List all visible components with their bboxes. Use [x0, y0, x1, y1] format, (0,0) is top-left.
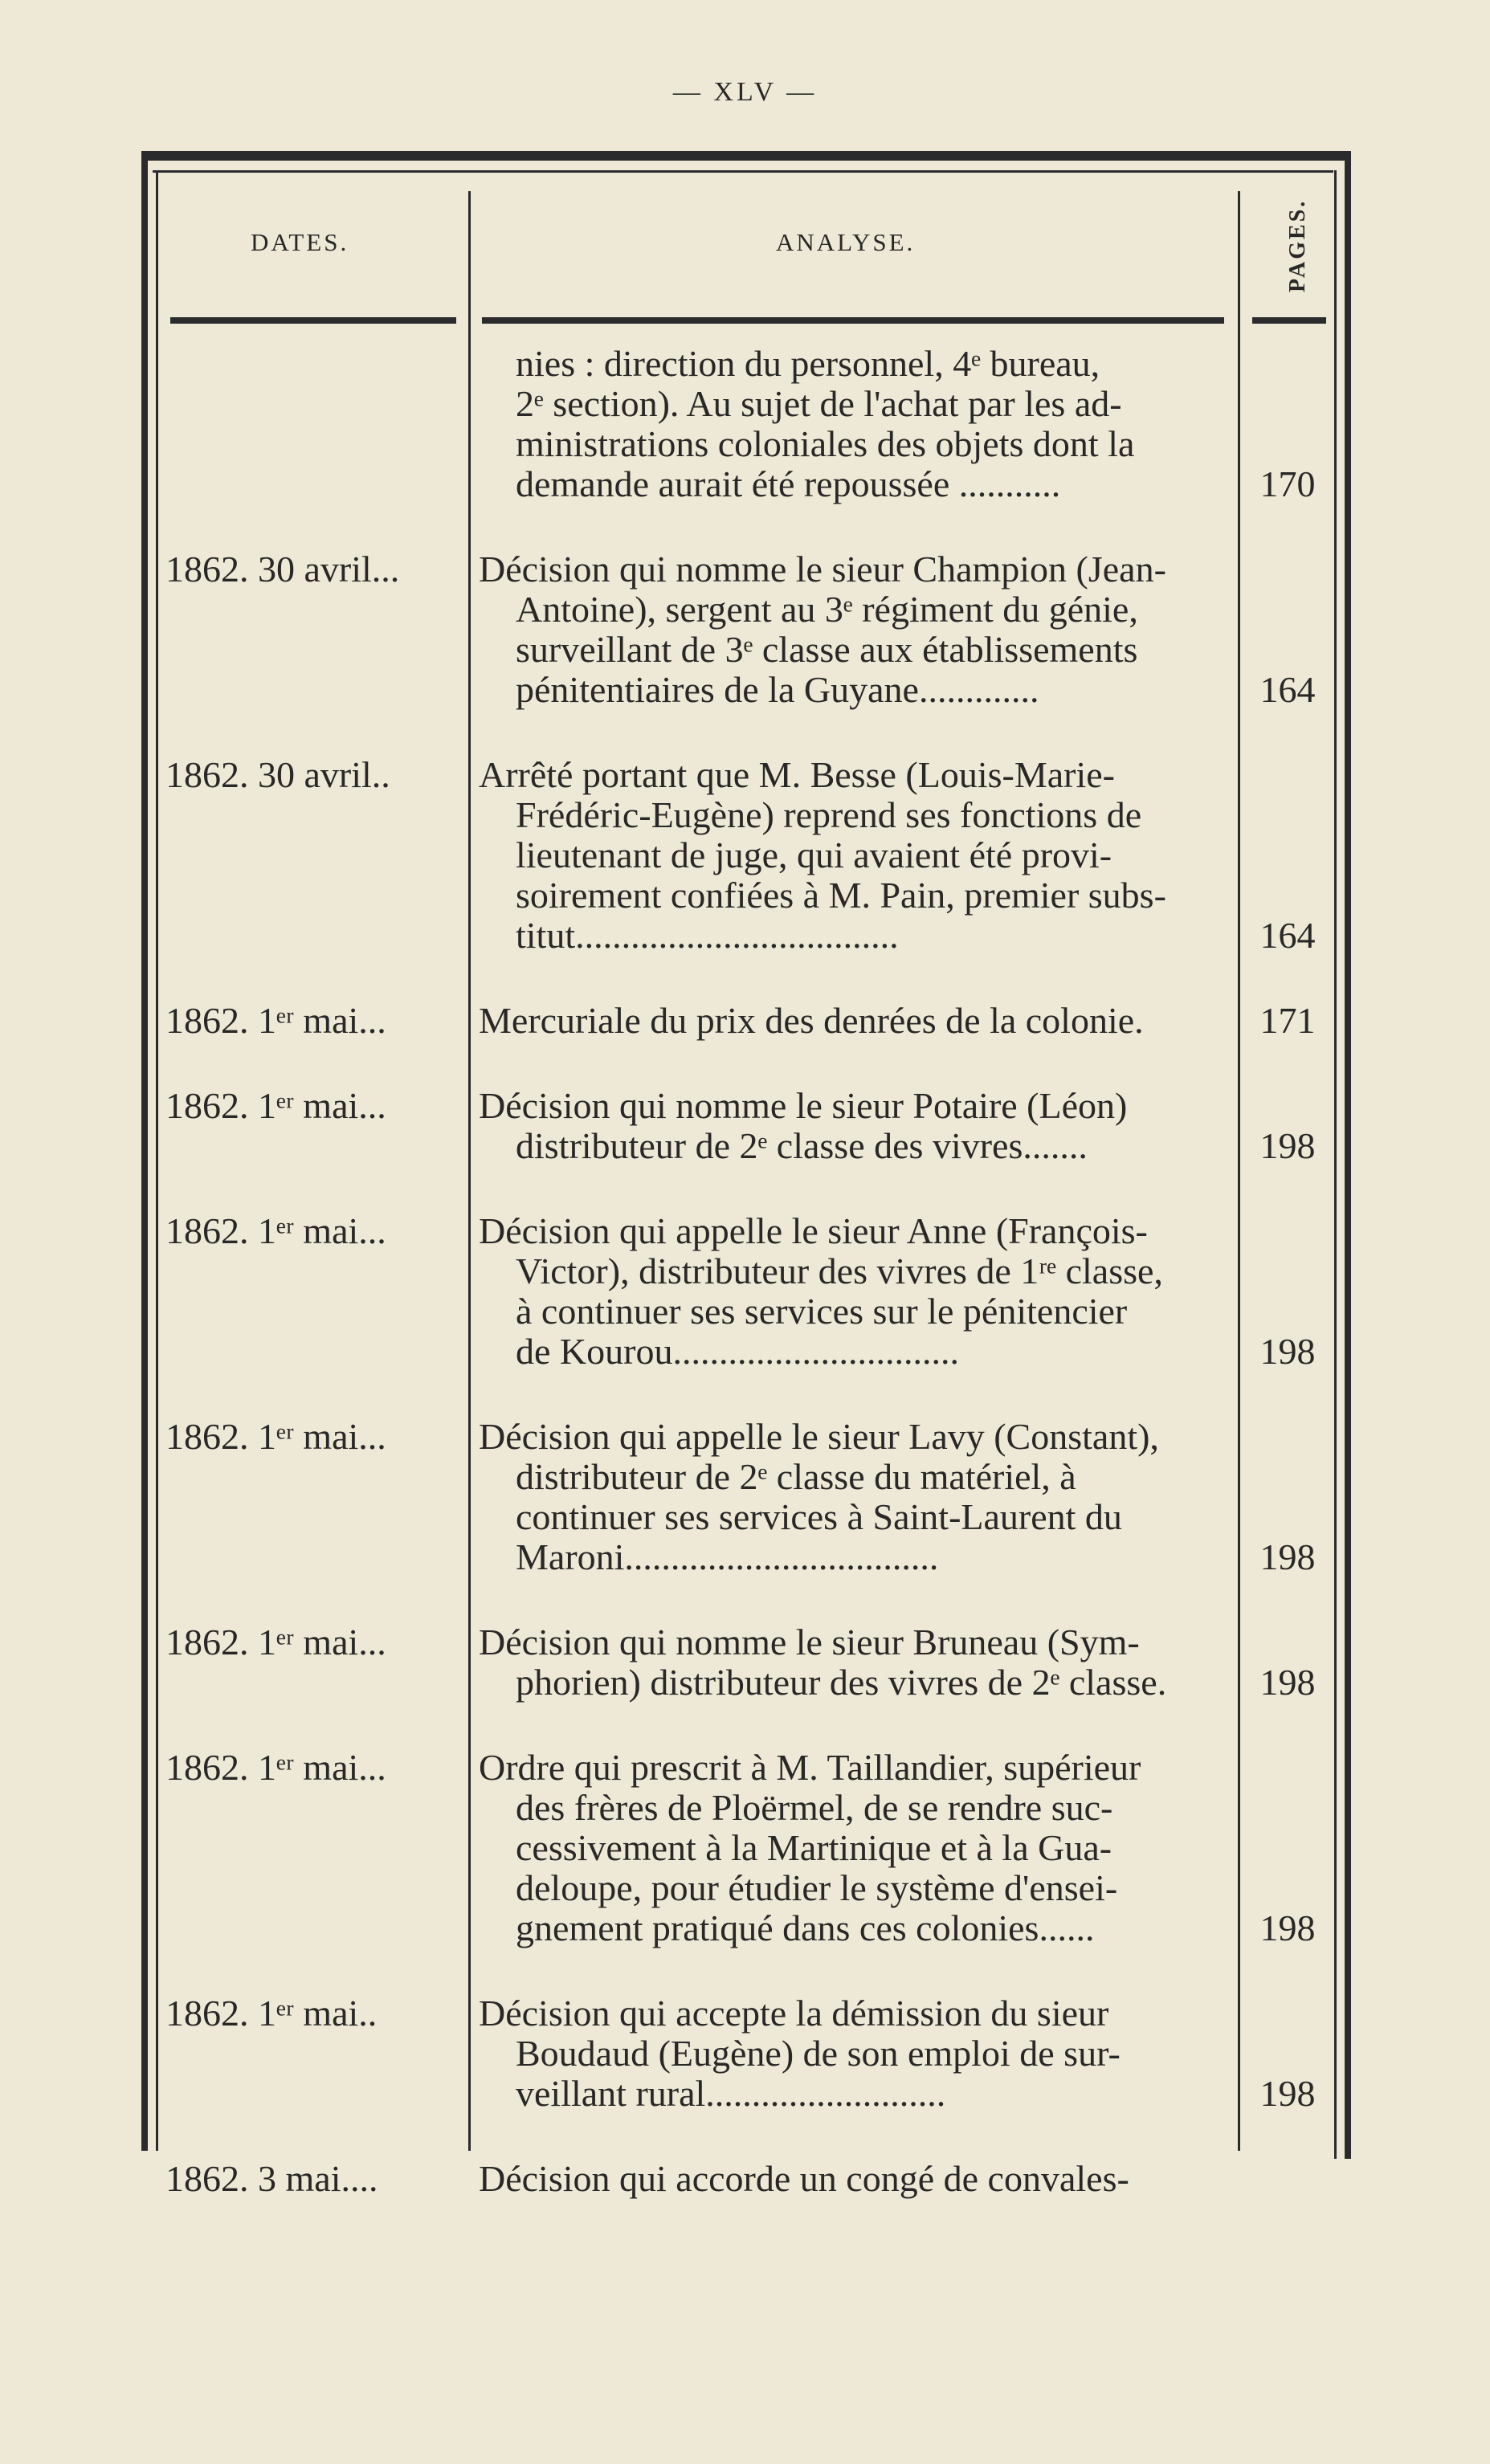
analysis-line: Antoine), sergent au 3ᵉ régiment du génie, — [516, 589, 1138, 630]
analysis-line: cessivement à la Martinique et à la Gua- — [516, 1827, 1112, 1868]
analysis-line: Victor), distributeur des vivres de 1ʳᵉ classe, — [516, 1250, 1163, 1291]
analysis-line: Décision qui accepte la démission du sieur — [479, 1993, 1109, 2034]
entry-analysis — [479, 1211, 1356, 1372]
entry-analysis — [479, 344, 1356, 504]
entry-date: 1862. 1ᵉʳ mai... — [165, 1747, 386, 1788]
entry-date: 1862. 1ᵉʳ mai... — [165, 1622, 386, 1662]
header-rule-dates — [170, 317, 456, 324]
analysis-line: demande aurait été repoussée ........... — [516, 463, 1061, 504]
entry-date: 1862. 30 avril.. — [165, 754, 390, 795]
analysis-line: nies : direction du personnel, 4ᵉ bureau, — [516, 343, 1100, 384]
entry-date: 1862. 1ᵉʳ mai... — [165, 1416, 386, 1457]
analysis-line: distributeur de 2ᵉ classe du matériel, à — [516, 1456, 1076, 1497]
entry-analysis — [479, 1086, 1356, 1166]
analysis-line: Arrêté portant que M. Besse (Louis-Marie- — [479, 754, 1115, 795]
analysis-line: à continuer ses services sur le pénitencier — [516, 1291, 1128, 1332]
top-rule-thin — [153, 170, 1333, 173]
header-analyse: ANALYSE. — [776, 228, 916, 256]
entry-analysis — [479, 549, 1356, 710]
column-separator-dates — [468, 191, 471, 2151]
table-frame — [141, 151, 1351, 2199]
analysis-line: Ordre qui prescrit à M. Taillandier, supérieur — [479, 1747, 1141, 1788]
analysis-line: soirement confiées à M. Pain, premier subs- — [516, 875, 1166, 916]
entry-date: 1862. 30 avril... — [165, 549, 400, 589]
analysis-line: Frédéric-Eugène) reprend ses fonctions de — [516, 794, 1142, 835]
analysis-line: Décision qui nomme le sieur Bruneau (Sym- — [479, 1622, 1140, 1662]
top-rule — [141, 151, 1351, 161]
entry-page: 164 — [1259, 915, 1316, 956]
entry-analysis — [479, 1417, 1356, 1577]
analysis-line: Décision qui appelle le sieur Lavy (Constant), — [479, 1416, 1159, 1457]
analysis-line: deloupe, pour étudier le système d'ensei- — [516, 1867, 1118, 1908]
analysis-line: des frères de Ploërmel, de se rendre suc- — [516, 1787, 1113, 1828]
header-rule-analyse — [482, 317, 1224, 324]
analysis-line: surveillant de 3ᵉ classe aux établissements — [516, 629, 1138, 670]
analysis-line: gnement pratiqué dans ces colonies...... — [516, 1907, 1095, 1948]
entry-page: 164 — [1259, 669, 1316, 710]
entry-date: 1862. 1ᵉʳ mai.. — [165, 1993, 378, 2034]
left-border — [141, 151, 148, 2151]
entry-page: 198 — [1259, 1331, 1316, 1372]
entry-analysis — [479, 1622, 1356, 1703]
header-rule-pages — [1252, 317, 1326, 324]
analysis-line: Décision qui appelle le sieur Anne (François- — [479, 1210, 1148, 1251]
entry-page: 198 — [1259, 1662, 1316, 1703]
analysis-line: Mercuriale du prix des denrées de la colonie. — [479, 1000, 1144, 1041]
entry-page: 198 — [1259, 1907, 1316, 1948]
analysis-line: de Kourou............................... — [516, 1331, 959, 1372]
entry-page: 198 — [1259, 2073, 1316, 2114]
left-border-thin — [156, 170, 158, 2151]
analysis-line: phorien) distributeur des vivres de 2ᵉ classe. — [516, 1662, 1167, 1703]
analysis-line: Décision qui nomme le sieur Potaire (Léon) — [479, 1085, 1128, 1126]
entry-page: 198 — [1259, 1536, 1316, 1577]
page-number: — XLV — — [672, 77, 818, 107]
analysis-line: Maroni.................................. — [516, 1536, 939, 1577]
analysis-line: veillant rural.......................... — [516, 2073, 946, 2114]
entry-date: 1862. 1ᵉʳ mai... — [165, 1085, 386, 1126]
entry-date: 1862. 1ᵉʳ mai... — [165, 1000, 386, 1041]
header-dates: DATES. — [251, 228, 349, 256]
analysis-line: titut................................... — [516, 915, 899, 956]
entry-analysis — [479, 1993, 1356, 2114]
analysis-line: Décision qui nomme le sieur Champion (Jean- — [479, 549, 1166, 589]
header-pages: PAGES. — [1285, 198, 1310, 292]
analysis-line: ministrations coloniales des objets dont la — [516, 423, 1135, 464]
entry-analysis — [479, 2159, 1356, 2199]
entry-analysis — [479, 1001, 1356, 1041]
analysis-line: Boudaud (Eugène) de son emploi de sur- — [516, 2033, 1121, 2074]
analysis-line: Décision qui accorde un congé de convales- — [479, 2158, 1129, 2199]
entry-page: 170 — [1259, 463, 1316, 504]
entry-analysis — [479, 1748, 1356, 1948]
analysis-line: lieutenant de juge, qui avaient été provi- — [516, 834, 1112, 875]
entry-analysis — [479, 755, 1356, 956]
entry-date: 1862. 3 mai.... — [165, 2158, 378, 2199]
analysis-line: pénitentiaires de la Guyane............. — [516, 669, 1039, 710]
analysis-line: continuer ses services à Saint-Laurent du — [516, 1496, 1122, 1537]
entry-page: 171 — [1259, 1000, 1316, 1041]
analysis-line: distributeur de 2ᵉ classe des vivres....... — [516, 1125, 1088, 1166]
analysis-line: 2ᵉ section). Au sujet de l'achat par les ad- — [516, 383, 1122, 424]
entry-date: 1862. 1ᵉʳ mai... — [165, 1210, 386, 1251]
entry-page: 198 — [1259, 1125, 1316, 1166]
